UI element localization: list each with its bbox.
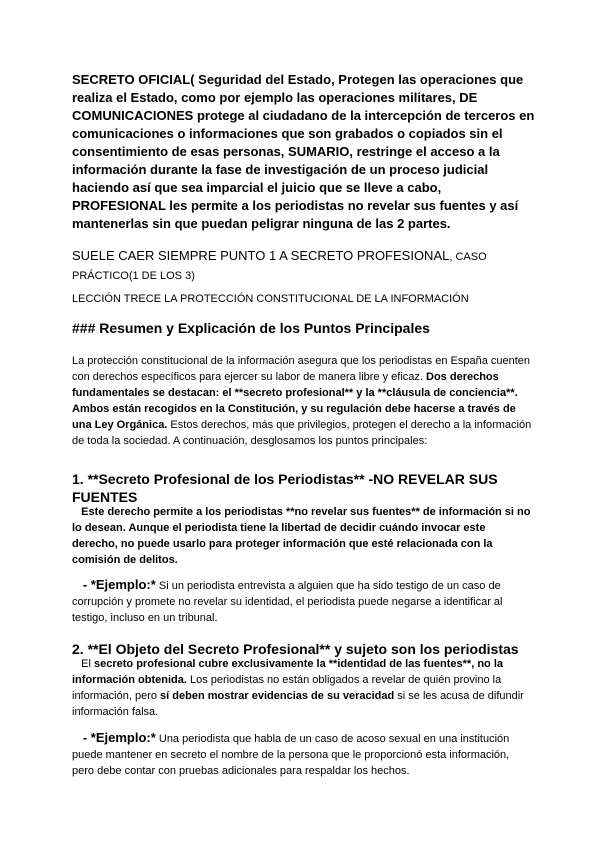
intro-body-a: La protección constitucional de la información asegura que los periodistas en España cuenten con derechos específicos para ejercer su labor de manera libre y eficaz.: [72, 355, 531, 383]
example-1-text: Si un periodista entrevista a alguien que ha sido testigo de un caso de corrupción y promete no revelar su identidad, el periodista puede negarse a identificar al testigo, incluso en un tribunal.: [72, 580, 503, 624]
example-1-label: - *Ejemplo:*: [72, 577, 156, 592]
section-2-paragraph: [72, 656, 532, 720]
example-2-text: Una periodista que habla de un caso de acoso sexual en una institución puede mantener en secreto el nombre de la persona que le proporcionó esta información, pero debe contar con pruebas adicionales para respaldar los hechos.: [72, 733, 510, 777]
lesson-title: LECCIÓN TRECE LA PROTECCIÓN CONSTITUCIONAL DE LA INFORMACIÓN: [72, 293, 469, 305]
section-2-text-b: secreto profesional cubre exclusivamente la **identidad de las fuentes**, no la información obtenida.: [72, 658, 503, 686]
section-2-text-e: si se les acusa de difundir información falsa.: [72, 690, 524, 718]
section-2-text-a: El: [72, 658, 95, 670]
section-2-heading: 2. **El Objeto del Secreto Profesional** y sujeto son los periodistas: [72, 641, 519, 657]
section-2-example: [72, 730, 532, 779]
section-1-example: [72, 577, 532, 626]
section-1-paragraph: [72, 504, 532, 568]
exam-note-main: SUELE CAER SIEMPRE PUNTO 1 A SECRETO PROFESIONAL: [72, 248, 450, 263]
exam-note: [72, 247, 532, 285]
summary-heading: ### Resumen y Explicación de los Puntos Principales: [72, 320, 430, 336]
intro-body: [72, 353, 532, 449]
intro-paragraph: SECRETO OFICIAL( Seguridad del Estado, Protegen las operaciones que realiza el Estado, como por ejemplo las operaciones militares, DE COMUNICACIONES protege al ciudadano de la intercepción de terceros en comunicaciones o informaciones que son grabados o copiados sin el consentimiento de esas personas, SUMARIO, restringe el acceso a la información durante la fase de investigación de un proceso judicial haciendo así que sea imparcial el juicio que se lleve a cabo, PROFESIONAL les permite a los periodistas no revelar sus fuentes y así mantenerlas sin que puedan peligrar ninguna de las 2 partes.: [72, 72, 535, 231]
exam-note-small: , CASO PRÁCTICO(1 DE LOS 3): [72, 251, 487, 282]
intro-body-b: Dos derechos fundamentales se destacan: el **secreto profesional** y la **cláusula de conciencia**. Ambos están recogidos en la Constitución, y su regulación debe hacerse a través de una Ley Orgánica.: [72, 371, 518, 431]
intro-body-c: Estos derechos, más que privilegios, protegen el derecho a la información de toda la sociedad. A continuación, desglosamos los puntos principales:: [72, 419, 532, 447]
section-1-text-b: Aunque el periodista tiene la libertad de decidir cuándo invocar este derecho, no puede usarlo para proteger información que esté relacionada con la comisión de delitos.: [72, 522, 493, 566]
section-1-text-a: Este derecho permite a los periodistas **no revelar sus fuentes** de información si no lo desean.: [72, 506, 534, 534]
example-2-label: - *Ejemplo:*: [72, 730, 156, 745]
section-2-text-c: Los periodistas no están obligados a revelar de quién provino la información, pero: [72, 674, 502, 702]
section-1-heading: 1. **Secreto Profesional de los Periodistas** -NO REVELAR SUS FUENTES: [72, 471, 498, 505]
section-2-text-d: sí deben mostrar evidencias de su veracidad: [160, 690, 395, 702]
